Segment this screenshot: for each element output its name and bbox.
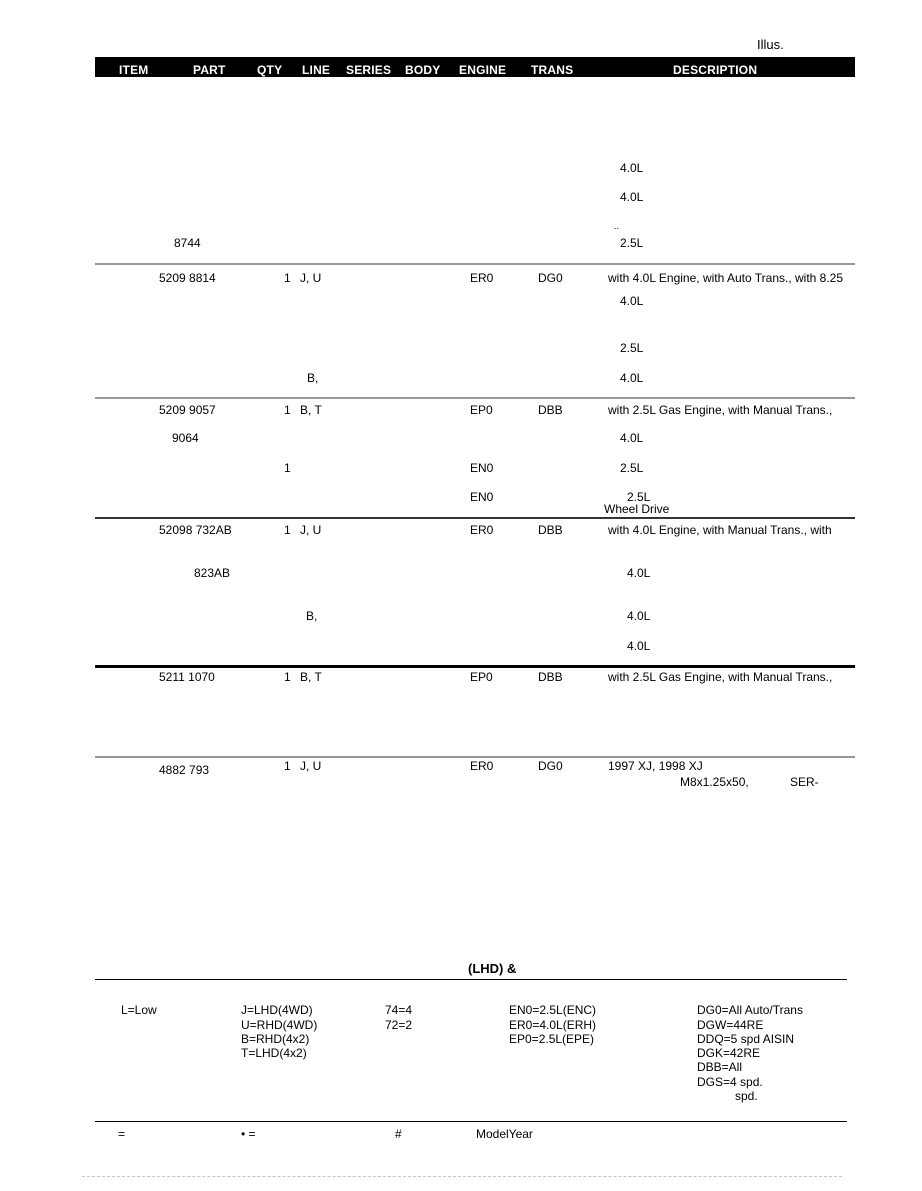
desc-fragment: 2.5L <box>620 236 644 250</box>
description: with 4.0L Engine, with Manual Trans., with <box>608 523 832 537</box>
desc-fragment: Wheel Drive <box>604 502 670 516</box>
illus-label: Illus. <box>757 37 784 52</box>
engine-code: EP0 <box>470 403 493 417</box>
engine-fragment: EN0 <box>470 490 494 504</box>
col-series: SERIES <box>346 63 392 77</box>
legend-series-item: J=LHD(4WD) <box>241 1003 313 1017</box>
legend-body-item: 72=2 <box>385 1018 413 1032</box>
qty: 1 <box>284 759 291 773</box>
description: with 2.5L Gas Engine, with Manual Trans., <box>608 670 833 684</box>
part-fragment: 9064 <box>172 431 199 445</box>
legend-series-item: U=RHD(4WD) <box>241 1018 318 1032</box>
footer-symbol: # <box>395 1127 402 1141</box>
qty-fragment: 1 <box>284 461 291 475</box>
row-rule <box>95 397 855 399</box>
trans-code: DBB <box>538 523 563 537</box>
qty: 1 <box>284 670 291 684</box>
legend-trans-item: DG0=All Auto/Trans <box>697 1003 803 1017</box>
legend-title: (LHD) & <box>468 961 517 976</box>
col-body: BODY <box>405 63 441 77</box>
desc-fragment: .. <box>614 221 620 231</box>
row-rule <box>95 756 855 758</box>
part-number: 5211 1070 <box>159 670 215 684</box>
desc-fragment: 2.5L <box>620 461 644 475</box>
line-fragment: B, <box>306 609 318 623</box>
desc-fragment: 4.0L <box>627 639 651 653</box>
qty: 1 <box>284 271 291 285</box>
legend-trans-item: DGS=4 spd. <box>697 1075 763 1089</box>
qty: 1 <box>284 403 291 417</box>
legend-series-item: T=LHD(4x2) <box>241 1046 307 1060</box>
legend-body-item: 74=4 <box>385 1003 413 1017</box>
description: 1997 XJ, 1998 XJ <box>608 759 703 773</box>
line-fragment: B, <box>307 371 319 385</box>
col-part: PART <box>193 63 226 77</box>
engine-code: ER0 <box>470 523 494 537</box>
desc-fragment: 4.0L <box>627 609 651 623</box>
col-line: LINE <box>302 63 331 77</box>
legend-top-rule <box>95 979 847 980</box>
line-code: B, T <box>300 403 322 417</box>
row-rule <box>95 263 855 265</box>
col-description: DESCRIPTION <box>673 63 758 77</box>
desc-fragment: 4.0L <box>620 294 644 308</box>
desc-fragment: 2.5L <box>627 490 651 504</box>
line-code: B, T <box>300 670 322 684</box>
legend-trans-item: DDQ=5 spd AISIN <box>697 1032 795 1046</box>
footer-symbol: = <box>118 1127 126 1141</box>
legend-line-item: L=Low <box>121 1003 157 1017</box>
part-number: 5209 8814 <box>159 271 216 285</box>
legend-trans-item: DBB=All <box>697 1060 743 1074</box>
part-fragment: 8744 <box>174 236 201 250</box>
col-qty: QTY <box>257 63 283 77</box>
part-number: 52098 732AB <box>159 523 232 537</box>
line-code: J, U <box>300 271 322 285</box>
footer-symbol: • = <box>241 1127 256 1141</box>
line-code: J, U <box>300 759 322 773</box>
engine-code: ER0 <box>470 759 494 773</box>
desc-fragment: 4.0L <box>620 190 644 204</box>
description: with 4.0L Engine, with Auto Trans., with 8.25 <box>608 271 844 285</box>
legend-engine-item: ER0=4.0L(ERH) <box>509 1018 597 1032</box>
trans-code: DBB <box>538 403 563 417</box>
col-engine: ENGINE <box>459 63 507 77</box>
col-trans: TRANS <box>531 63 574 77</box>
part-number: 5209 9057 <box>159 403 216 417</box>
desc-fragment: 4.0L <box>620 161 644 175</box>
desc-fragment: 2.5L <box>620 341 644 355</box>
desc-fragment: 4.0L <box>620 371 644 385</box>
legend-trans-item: DGW=44RE <box>697 1018 764 1032</box>
engine-code: EP0 <box>470 670 493 684</box>
desc-fragment: 4.0L <box>620 431 644 445</box>
row-rule <box>95 665 855 668</box>
legend-engine-item: EN0=2.5L(ENC) <box>509 1003 597 1017</box>
line-code: J, U <box>300 523 322 537</box>
legend-trans-item: spd. <box>735 1089 758 1103</box>
desc-fragment: SER- <box>790 775 819 789</box>
qty: 1 <box>284 523 291 537</box>
col-item: ITEM <box>119 63 149 77</box>
engine-code: ER0 <box>470 271 494 285</box>
description: with 2.5L Gas Engine, with Manual Trans., <box>608 403 833 417</box>
part-number: 4882 793 <box>159 763 210 777</box>
trans-code: DG0 <box>538 759 563 773</box>
desc-fragment: M8x1.25x50, <box>680 775 749 789</box>
part-fragment: 823AB <box>194 566 231 580</box>
trans-code: DG0 <box>538 271 563 285</box>
legend-bottom-rule <box>95 1121 847 1122</box>
row-rule <box>95 517 855 519</box>
legend-trans-item: DGK=42RE <box>697 1046 761 1060</box>
legend-series-item: B=RHD(4x2) <box>241 1032 310 1046</box>
footer-model-year: ModelYear <box>476 1127 533 1141</box>
engine-fragment: EN0 <box>470 461 494 475</box>
scan-artifact-line <box>82 1176 842 1178</box>
legend-engine-item: EP0=2.5L(EPE) <box>509 1032 595 1046</box>
desc-fragment: 4.0L <box>627 566 651 580</box>
trans-code: DBB <box>538 670 563 684</box>
